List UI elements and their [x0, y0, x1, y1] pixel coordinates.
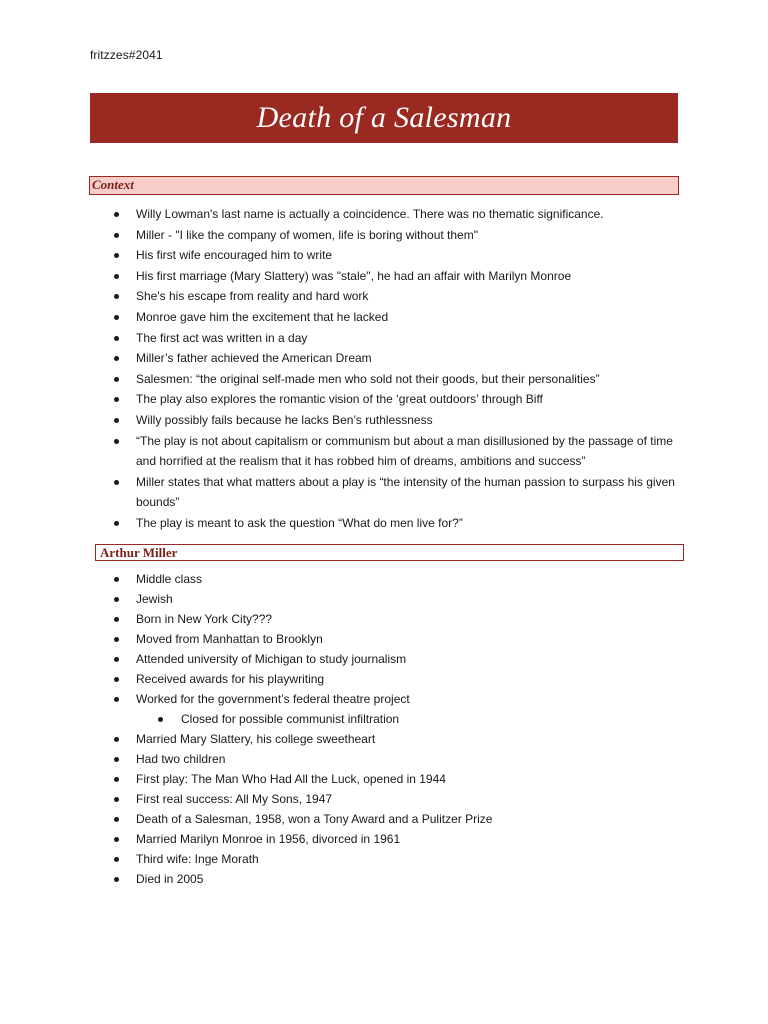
list-item: Miller - "I like the company of women, life is boring without them" [90, 225, 690, 246]
list-item: Willy possibly fails because he lacks Ben’s ruthlessness [90, 410, 690, 431]
list-item: Received awards for his playwriting [90, 669, 690, 689]
section-heading-arthur-miller: Arthur Miller [95, 544, 684, 561]
list-item: Miller’s father achieved the American Dream [90, 348, 690, 369]
list-item: Married Marilyn Monroe in 1956, divorced in 1961 [90, 829, 690, 849]
list-item: Moved from Manhattan to Brooklyn [90, 629, 690, 649]
list-item: Miller states that what matters about a play is “the intensity of the human passion to surpass his given bounds” [90, 472, 690, 513]
context-bullet-list [90, 204, 690, 534]
title-banner [90, 93, 678, 143]
list-item: “The play is not about capitalism or communism but about a man disillusioned by the passage of time and horrified at the realism that it has robbed him of dreams, ambitions and success” [90, 431, 690, 472]
list-item: Third wife: Inge Morath [90, 849, 690, 869]
list-item: Had two children [90, 749, 690, 769]
list-item: The first act was written in a day [90, 328, 690, 349]
document-username: fritzzes#2041 [90, 48, 163, 62]
list-item: Attended university of Michigan to study journalism [90, 649, 690, 669]
arthur-miller-bullet-list [90, 569, 690, 889]
list-item: Married Mary Slattery, his college sweetheart [90, 729, 690, 749]
list-item: Middle class [90, 569, 690, 589]
sub-list-item: Closed for possible communist infiltration [90, 709, 690, 729]
list-item: His first marriage (Mary Slattery) was "stale", he had an affair with Marilyn Monroe [90, 266, 690, 287]
list-item: His first wife encouraged him to write [90, 245, 690, 266]
list-item: Death of a Salesman, 1958, won a Tony Award and a Pulitzer Prize [90, 809, 690, 829]
list-item: Willy Lowman's last name is actually a coincidence. There was no thematic significance. [90, 204, 690, 225]
list-item: Worked for the government’s federal theatre project [90, 689, 690, 709]
list-item: First real success: All My Sons, 1947 [90, 789, 690, 809]
list-item: Born in New York City??? [90, 609, 690, 629]
list-item: Salesmen: “the original self-made men who sold not their goods, but their personalities” [90, 369, 690, 390]
list-item: She's his escape from reality and hard work [90, 286, 690, 307]
list-item: The play also explores the romantic vision of the ‘great outdoors’ through Biff [90, 389, 690, 410]
list-item: Died in 2005 [90, 869, 690, 889]
list-item: Jewish [90, 589, 690, 609]
document-title: Death of a Salesman [256, 101, 512, 134]
list-item: The play is meant to ask the question “What do men live for?” [90, 513, 690, 534]
list-item: Monroe gave him the excitement that he lacked [90, 307, 690, 328]
list-item: First play: The Man Who Had All the Luck, opened in 1944 [90, 769, 690, 789]
section-heading-context: Context [89, 176, 679, 195]
